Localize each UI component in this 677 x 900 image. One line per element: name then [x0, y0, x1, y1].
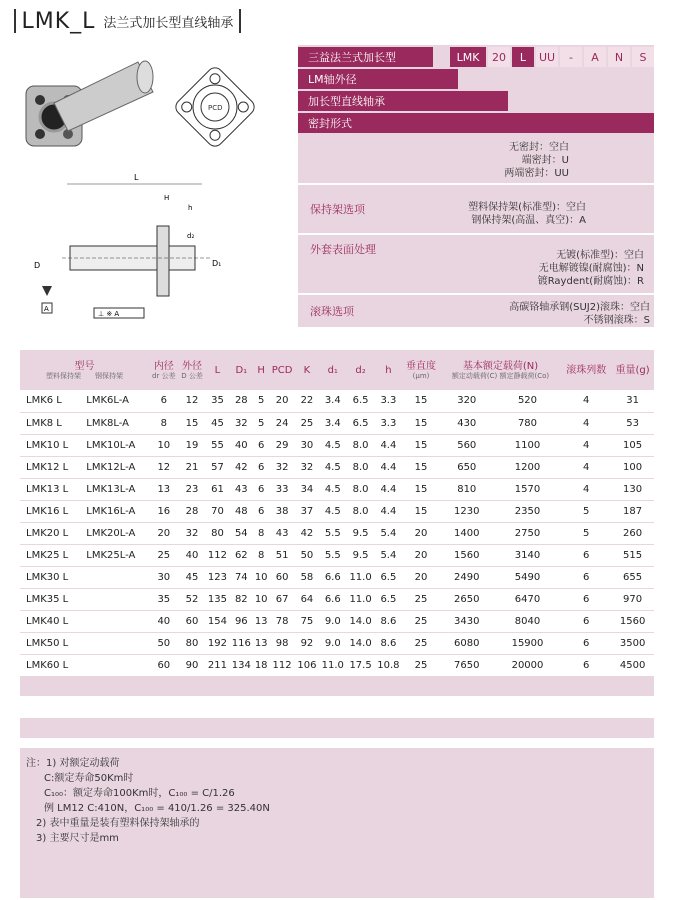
table-cell [80, 588, 149, 610]
table-cell: LMK30 L [26, 571, 69, 583]
table-cell: 6470 [514, 593, 541, 605]
table-cell: 80 [211, 527, 224, 539]
table-row [20, 544, 654, 566]
table-cell: 6 [258, 505, 265, 517]
table-cell: 9.0 [324, 615, 341, 627]
table-cell: 60 [185, 615, 199, 627]
table-cell: LMK10L-A [86, 439, 136, 451]
table-cell: 4.4 [380, 439, 397, 451]
table-cell: 60 [275, 571, 289, 583]
table-cell: 13 [157, 483, 171, 495]
table-cell: 4.4 [380, 505, 397, 517]
table-cell: LMK8L-A [86, 417, 129, 429]
section-drawing [22, 168, 282, 328]
table-cell: 4 [583, 417, 590, 429]
table-cell: 187 [623, 505, 643, 517]
table-cell: LMK25L-A [86, 549, 136, 561]
table-cell: 8 [258, 549, 265, 561]
note-line: 2) 表中重量是装有塑料保持架轴承的 [36, 818, 200, 829]
table-cell: 7650 [454, 659, 480, 671]
table-cell: 12 [185, 395, 199, 407]
table-cell: 40 [185, 549, 199, 561]
table-cell: 3.4 [324, 395, 341, 407]
table-cell: 4 [583, 395, 590, 407]
svg-text:D₁: D₁ [212, 259, 222, 268]
table-cell: LMK6L-A [86, 395, 129, 407]
note-line: 例 LM12 C:410N，C₁₀₀ = 410/1.26 = 325.40N [44, 803, 270, 814]
table-cell: 14.0 [349, 637, 372, 649]
th-weight: 重量(g) [615, 364, 650, 376]
table-cell: 22 [300, 395, 314, 407]
table-cell: 650 [457, 461, 477, 473]
table-cell: LMK40 L [26, 615, 69, 627]
ball-label: 滚珠选项 [310, 305, 354, 318]
table-cell: 6 [583, 593, 590, 605]
table-cell: 6.6 [324, 571, 341, 583]
table-cell: 29 [275, 439, 289, 451]
table-cell: 32 [300, 461, 314, 473]
table-cell: 520 [517, 395, 538, 407]
table-cell [80, 610, 149, 632]
th-outer: 外径 D 公差 [181, 360, 203, 380]
table-cell: 5.5 [324, 549, 341, 561]
table-cell: 15 [414, 417, 428, 429]
table-cell: 50 [157, 637, 171, 649]
table-cell: 1560 [619, 615, 646, 627]
table-cell: 15 [414, 505, 428, 517]
table-cell: 52 [185, 593, 199, 605]
note-line: 注：1) 对额定动载荷 [26, 758, 120, 769]
table-cell: 92 [300, 637, 314, 649]
table-cell: 6 [160, 395, 167, 407]
ball-options: 高碳铬轴承钢(SUJ2)滚珠：空白 不锈钢滚珠：S [509, 302, 650, 326]
table-cell: 4.5 [324, 439, 341, 451]
table-cell: 4.4 [380, 483, 397, 495]
table-cell: 45 [211, 417, 224, 429]
table-cell: 655 [623, 571, 643, 583]
table-cell: 20 [414, 527, 428, 539]
table-cell: LMK16L-A [86, 505, 136, 517]
cage-label: 保持架选项 [310, 203, 365, 216]
table-cell: 1100 [514, 439, 541, 451]
table-cell: 20000 [511, 659, 544, 671]
table-cell: 10 [254, 571, 268, 583]
table-cell: 4 [583, 461, 590, 473]
table-cell: 2750 [514, 527, 541, 539]
table-cell: 2350 [514, 505, 541, 517]
table-cell: 61 [211, 483, 224, 495]
table-cell: LMK13 L [26, 483, 69, 495]
table-cell: 8040 [514, 615, 541, 627]
table-cell: 6 [583, 549, 590, 561]
table-cell: 54 [234, 527, 248, 539]
table-cell: LMK13L-A [86, 483, 136, 495]
table-cell: 11.0 [349, 571, 372, 583]
table-cell: 3140 [514, 549, 541, 561]
svg-text:d₂: d₂ [187, 232, 195, 240]
table-cell: 154 [207, 615, 228, 627]
table-cell: 11.0 [349, 593, 372, 605]
table-cell: 1200 [514, 461, 541, 473]
table-cell: 57 [211, 461, 224, 473]
divider [239, 9, 241, 33]
surface-options: 无镀(标准型)：空白 无电解镀镍(耐腐蚀)：N 镀Raydent(耐腐蚀)：R [537, 250, 644, 287]
table-cell: 78 [275, 615, 289, 627]
table-cell: 3.3 [380, 395, 397, 407]
table-cell: 90 [185, 659, 199, 671]
table-cell: 6.5 [380, 593, 397, 605]
notes-box [20, 748, 654, 898]
table-cell: 15 [414, 395, 428, 407]
table-cell: 98 [275, 637, 289, 649]
table-cell [80, 632, 149, 654]
table-cell: 112 [272, 659, 292, 671]
table-cell: 6 [583, 659, 590, 671]
table-cell: 192 [207, 637, 228, 649]
table-cell: 810 [457, 483, 477, 495]
table-cell: 96 [234, 615, 248, 627]
table-cell: 17.5 [349, 659, 372, 671]
table-cell: 25 [414, 615, 428, 627]
table-cell: 8.0 [352, 439, 369, 451]
code-cell: 20 [488, 47, 510, 67]
table-cell: 430 [457, 417, 477, 429]
table-cell: LMK16 L [26, 505, 69, 517]
table-cell: 6 [258, 461, 265, 473]
table-cell: 3.4 [324, 417, 341, 429]
table-cell: 6.5 [352, 417, 369, 429]
table-cell: 130 [623, 483, 643, 495]
table-cell: 40 [157, 615, 171, 627]
th-load: 基本额定载荷(N) 额定动载荷(C) 额定静载荷(Co) [451, 360, 550, 380]
table-cell: 105 [623, 439, 643, 451]
table-cell: 112 [207, 549, 228, 561]
table-cell: 4.5 [324, 461, 341, 473]
table-cell: 6 [583, 637, 590, 649]
table-cell: 560 [457, 439, 477, 451]
table-cell: 51 [275, 549, 289, 561]
table-cell: 135 [207, 593, 228, 605]
table-cell: 37 [300, 505, 314, 517]
code-type-label: 加长型直线轴承 [298, 91, 508, 111]
table-cell: 4.5 [324, 505, 341, 517]
table-cell [80, 566, 149, 588]
table-cell: 3.3 [380, 417, 397, 429]
table-row [20, 390, 654, 412]
table-cell: 31 [626, 395, 639, 407]
table-cell: 123 [207, 571, 228, 583]
table-cell: 6 [583, 571, 590, 583]
table-row [20, 632, 654, 654]
table-cell: 62 [234, 549, 248, 561]
flange-front-drawing [160, 52, 270, 162]
th-K: K [303, 364, 311, 376]
table-cell: 10 [157, 439, 171, 451]
table-row [20, 478, 654, 500]
table-cell: 6.5 [380, 571, 397, 583]
table-cell: 15900 [511, 637, 544, 649]
th-perp: 垂直度 (μm) [406, 360, 437, 380]
table-cell: 42 [234, 461, 248, 473]
th-D1: D₁ [235, 364, 248, 376]
code-shaft-label: LM轴外径 [298, 69, 458, 89]
table-cell: 8 [160, 417, 167, 429]
table-cell: 25 [414, 593, 428, 605]
table-row [20, 610, 654, 632]
code-title: 三益法兰式加长型 [298, 47, 433, 67]
table-cell: 35 [211, 395, 224, 407]
table-row [20, 654, 654, 676]
svg-text:D: D [34, 261, 41, 270]
table-cell: 5.4 [380, 527, 397, 539]
table-cell [80, 654, 149, 676]
table-cell: 13 [254, 637, 268, 649]
code-cell: S [632, 47, 654, 67]
table-row [20, 566, 654, 588]
table-cell: 3500 [619, 637, 646, 649]
table-cell: LMK12L-A [86, 461, 136, 473]
table-cell: 21 [185, 461, 199, 473]
table-cell: 19 [185, 439, 199, 451]
table-cell: 70 [211, 505, 224, 517]
table-cell: 13 [254, 615, 268, 627]
code-cell: UU [536, 47, 558, 67]
table-cell: 43 [275, 527, 289, 539]
table-cell: 11.0 [321, 659, 344, 671]
table-cell: 25 [157, 549, 171, 561]
table-cell: 106 [297, 659, 317, 671]
th-model: 型号 塑料保持架 钢保持架 [46, 360, 124, 380]
table-cell: LMK25 L [26, 549, 69, 561]
table-cell: 4500 [619, 659, 646, 671]
table-cell: 15 [414, 461, 428, 473]
product-photo [18, 52, 158, 172]
table-cell: 515 [623, 549, 643, 561]
th-h: h [385, 364, 392, 376]
table-cell: 32 [275, 461, 289, 473]
table-cell: 45 [185, 571, 199, 583]
table-row [20, 456, 654, 478]
table-cell: 970 [623, 593, 643, 605]
table-row [20, 500, 654, 522]
table-cell: 10 [254, 593, 268, 605]
table-cell: 25 [300, 417, 314, 429]
table-cell: 32 [234, 417, 248, 429]
model-title: LMK_L [21, 8, 96, 34]
table-cell: 3430 [454, 615, 480, 627]
svg-text:⊥ ※ A: ⊥ ※ A [98, 310, 120, 318]
table-cell: 260 [623, 527, 643, 539]
table-cell: LMK10 L [26, 439, 69, 451]
table-cell: 5.5 [324, 527, 341, 539]
th-inner: 内径 dr 公差 [152, 360, 176, 380]
table-cell: 67 [275, 593, 289, 605]
table-cell: 55 [211, 439, 224, 451]
table-cell: 10.8 [377, 659, 400, 671]
table-cell: 35 [157, 593, 171, 605]
table-cell: 82 [234, 593, 248, 605]
th-L: L [214, 364, 221, 376]
table-cell: 15 [414, 439, 428, 451]
code-seal-label: 密封形式 [298, 113, 654, 133]
seal-options: 无密封：空白 端密封：U 两端密封：UU [504, 142, 569, 179]
svg-text:h: h [188, 204, 193, 212]
table-cell: 24 [275, 417, 289, 429]
table-row [20, 412, 654, 434]
table-cell: LMK12 L [26, 461, 69, 473]
page-header [14, 6, 241, 36]
th-d2: d₂ [355, 364, 366, 376]
table-cell: 320 [457, 395, 477, 407]
table-cell: 50 [300, 549, 314, 561]
table-cell: 25 [414, 637, 428, 649]
code-cell: N [608, 47, 630, 67]
table-cell: 211 [207, 659, 228, 671]
table-cell: 8.0 [352, 483, 369, 495]
table-row [20, 434, 654, 456]
table-cell: 8.6 [380, 637, 397, 649]
table-cell: 42 [300, 527, 314, 539]
table-cell: 2650 [454, 593, 480, 605]
table-cell: 4 [583, 439, 590, 451]
table-cell: 1400 [454, 527, 480, 539]
table-cell: 34 [300, 483, 314, 495]
table-cell: 30 [300, 439, 314, 451]
table-cell: LMK20 L [26, 527, 69, 539]
table-cell: 80 [185, 637, 199, 649]
th-rows: 滚珠列数 [566, 364, 607, 376]
table-cell: 6080 [454, 637, 480, 649]
note-line: 3) 主要尺寸是mm [36, 833, 119, 844]
table-cell: 32 [185, 527, 199, 539]
table-cell: 9.5 [352, 527, 369, 539]
table-cell: 1570 [514, 483, 541, 495]
table-cell: 23 [185, 483, 199, 495]
table-cell: LMK6 L [26, 395, 62, 407]
table-cell: 14.0 [349, 615, 372, 627]
table-cell: 48 [234, 505, 248, 517]
table-cell: 53 [626, 417, 639, 429]
table-cell: LMK35 L [26, 593, 69, 605]
blank-band [20, 718, 654, 738]
table-cell: 28 [234, 395, 248, 407]
table-cell: 5.4 [380, 549, 397, 561]
table-cell: 20 [157, 527, 171, 539]
model-subtitle: 法兰式加长型直线轴承 [103, 15, 234, 31]
table-cell: 74 [234, 571, 248, 583]
code-cell: LMK [450, 47, 486, 67]
note-line: C:额定寿命50Km时 [44, 773, 134, 784]
table-cell: 18 [254, 659, 268, 671]
table-cell: 43 [234, 483, 248, 495]
table-cell: 4.4 [380, 461, 397, 473]
table-cell: 33 [275, 483, 289, 495]
table-cell: 5 [258, 395, 265, 407]
table-cell: 20 [275, 395, 289, 407]
table-cell: 8 [258, 527, 265, 539]
table-cell: 1230 [454, 505, 480, 517]
table-cell: 6 [583, 615, 590, 627]
th-PCD: PCD [271, 364, 293, 376]
table-cell: 12 [157, 461, 171, 473]
svg-text:PCD: PCD [208, 104, 223, 112]
table-cell: 9.5 [352, 549, 369, 561]
table-cell: 8.0 [352, 505, 369, 517]
table-cell: 58 [300, 571, 314, 583]
table-cell: 780 [517, 417, 538, 429]
table-row [20, 588, 654, 610]
table-cell: 6 [258, 483, 265, 495]
table-cell: 5490 [514, 571, 541, 583]
th-d1: d₁ [327, 364, 338, 376]
table-cell: 38 [275, 505, 289, 517]
table-cell: 116 [231, 637, 251, 649]
table-cell: 8.6 [380, 615, 397, 627]
table-cell: 6.5 [352, 395, 369, 407]
table-cell: LMK20L-A [86, 527, 136, 539]
table-cell: 16 [157, 505, 171, 517]
ordering-code-panel [298, 45, 654, 327]
code-cell: - [560, 47, 582, 67]
table-cell: 15 [185, 417, 199, 429]
table-cell: LMK60 L [26, 659, 69, 671]
table-cell: 5 [258, 417, 265, 429]
table-cell: 2490 [454, 571, 480, 583]
surface-label: 外套表面处理 [310, 243, 376, 256]
blank-band [20, 676, 654, 696]
th-H: H [257, 364, 265, 376]
table-cell: 15 [414, 483, 428, 495]
code-cells [450, 47, 654, 67]
code-cell: L [512, 47, 534, 67]
table-cell: 8.0 [352, 461, 369, 473]
table-cell: 60 [157, 659, 171, 671]
spec-table [20, 350, 654, 677]
table-cell: 9.0 [324, 637, 341, 649]
table-cell: 4.5 [324, 483, 341, 495]
table-cell: 28 [185, 505, 199, 517]
table-cell: 75 [300, 615, 314, 627]
table-cell: 20 [414, 549, 428, 561]
code-cell: A [584, 47, 606, 67]
table-cell: 25 [414, 659, 428, 671]
svg-text:L: L [134, 173, 139, 182]
divider [14, 9, 16, 33]
table-cell: 6.6 [324, 593, 341, 605]
cage-options: 塑料保持架(标准型)：空白 钢保持架(高温、真空)：A [468, 202, 586, 226]
table-cell: LMK50 L [26, 637, 69, 649]
table-cell: 64 [300, 593, 314, 605]
table-cell: 6 [258, 439, 265, 451]
table-cell: 100 [623, 461, 643, 473]
table-cell: 4 [583, 483, 590, 495]
svg-text:H: H [164, 194, 170, 202]
table-cell: LMK8 L [26, 417, 62, 429]
table-row [20, 522, 654, 544]
table-cell: 134 [231, 659, 251, 671]
table-cell: 40 [234, 439, 248, 451]
table-cell: 1560 [454, 549, 480, 561]
table-cell: 5 [583, 527, 590, 539]
svg-text:A: A [44, 305, 49, 313]
table-cell: 5 [583, 505, 590, 517]
table-cell: 20 [414, 571, 428, 583]
table-cell: 30 [157, 571, 171, 583]
note-line: C₁₀₀：额定寿命100Km时，C₁₀₀ = C/1.26 [44, 788, 235, 799]
